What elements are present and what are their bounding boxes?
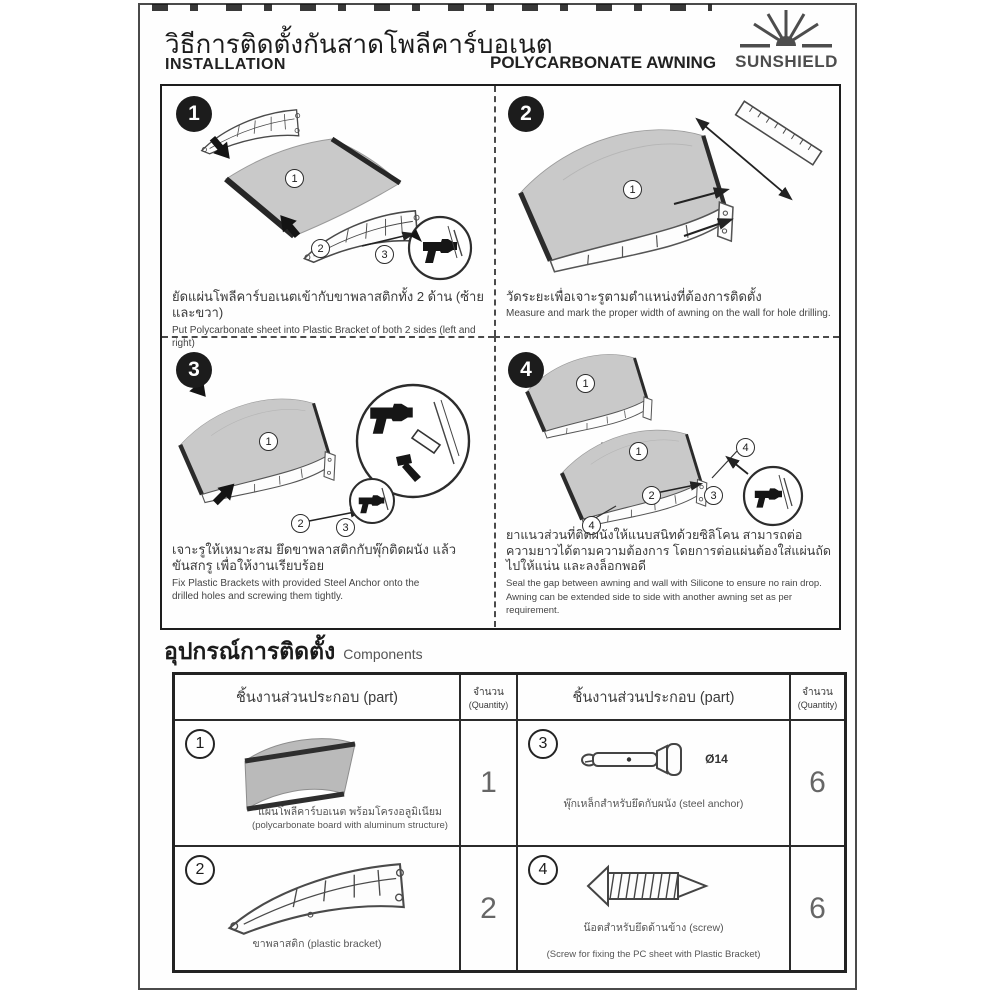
component-3-caption-thai: พุ๊กเหล็กสำหรับยึดกับผนัง (steel anchor) — [563, 798, 744, 810]
component-2-quantity: 2 — [459, 845, 516, 970]
component-3-cell — [516, 719, 789, 845]
scan-artifact-top — [152, 4, 712, 11]
step-2-caption — [506, 289, 831, 321]
diagram-label-2: 2 — [311, 239, 330, 258]
component-2-cell — [175, 845, 459, 970]
step-4-number: 4 — [508, 352, 544, 388]
header-part-left: ชิ้นงานส่วนประกอบ (part) — [236, 689, 398, 706]
header-qty-left: จำนวน (Quantity) — [459, 675, 516, 719]
diagram-label-1: 1 — [576, 374, 595, 393]
diagram-label-3: 3 — [704, 486, 723, 505]
drill-detail-circle-small — [350, 479, 394, 523]
step-4-caption-thai: ยาแนวส่วนที่ติดผนังให้แนบสนิทด้วยซิลิโคน สามารถต่อความยาวได้ตามความต้องการ โดยการต่อแผ่นต้องใส่แผ่นถัดไปให้แน่น และลงล็อกพอดี — [506, 528, 832, 574]
product-name: POLYCARBONATE AWNING — [490, 53, 717, 72]
assembled-awning — [180, 399, 335, 503]
component-4-caption-thai: น๊อตสำหรับยึดด้านข้าง (screw) — [583, 922, 724, 934]
step-1-caption-thai: ยัดแผ่นโพลีคาร์บอเนตเข้ากับขาพลาสติกทั้ง 2 ด้าน (ซ้ายและขวา) — [172, 289, 484, 321]
sunshield-logo — [724, 8, 849, 70]
components-table — [172, 672, 847, 973]
diagram-label-3: 3 — [375, 245, 394, 264]
diagram-label-4: 4 — [736, 438, 755, 457]
brand-name: SUNSHIELD — [735, 52, 838, 71]
component-1-number: 1 — [185, 729, 215, 759]
step-4-caption — [506, 528, 831, 617]
step-1-caption-en: Put Polycarbonate sheet into Plastic Bracket of both 2 sides (left and right) — [172, 324, 476, 349]
diagram-label-4b: 4 — [582, 516, 601, 535]
step-1-panel — [162, 86, 494, 349]
step-3-caption-en: Fix Plastic Brackets with provided Steel Anchor onto the drilled holes and screwing them tightly. — [172, 577, 420, 602]
components-title-en: Components — [343, 646, 423, 662]
step-3-caption — [172, 542, 486, 604]
second-awning — [527, 354, 652, 438]
component-2-number: 2 — [185, 855, 215, 885]
components-section-title — [164, 634, 423, 670]
diagram-label-1b: 1 — [629, 442, 648, 461]
diagram-label-1: 1 — [259, 432, 278, 451]
sun-rays-icon — [738, 8, 834, 52]
components-title-thai: อุปกรณ์การติดตั้ง — [164, 638, 336, 664]
diagram-label-1: 1 — [285, 169, 304, 188]
plastic-bracket-icon — [219, 861, 419, 936]
component-4-caption — [522, 919, 785, 936]
diagram-label-3: 3 — [336, 518, 355, 537]
step-2-caption-en: Measure and mark the proper width of awning on the wall for hole drilling. — [506, 308, 831, 320]
steel-anchor-icon — [579, 741, 697, 777]
step-1-number: 1 — [176, 96, 212, 132]
header-qty-right: จำนวน (Quantity) — [789, 675, 844, 719]
component-4-caption-en: (Screw for fixing the PC sheet with Plastic Bracket) — [546, 949, 761, 960]
diagram-label-2: 2 — [291, 514, 310, 533]
step-4-panel — [494, 336, 839, 627]
drill-detail-circle — [744, 467, 802, 525]
step-3-panel — [162, 336, 494, 627]
component-1-caption-thai: แผ่นโพลีคาร์บอเนต พร้อมโครงอลูมิเนียม — [258, 806, 442, 818]
drill-detail-circle — [409, 217, 471, 279]
component-1-cell — [175, 719, 459, 845]
step-2-panel — [494, 86, 839, 336]
component-4-caption-en-wrap — [522, 949, 785, 960]
screw-icon — [580, 859, 730, 913]
component-3-caption — [522, 795, 785, 812]
header-part-right: ชิ้นงานส่วนประกอบ (part) — [516, 675, 789, 719]
installation-steps-box — [160, 84, 841, 630]
assembled-awning — [521, 130, 734, 272]
page-title-installation: INSTALLATION — [165, 56, 286, 73]
diagram-label-2: 2 — [642, 486, 661, 505]
anchor-diameter-label: Ø14 — [705, 752, 728, 766]
step-4-caption-en-1: Seal the gap between awning and wall with Silicone to ensure no rain drop. — [506, 577, 822, 589]
step-3-number: 3 — [176, 352, 212, 388]
ruler — [736, 101, 822, 165]
component-3-number: 3 — [528, 729, 558, 759]
component-2-caption — [179, 935, 455, 952]
component-1-caption-en: (polycarbonate board with aluminum structure) — [252, 820, 448, 831]
step-3-caption-thai: เจาะรูให้เหมาะสม ยึดขาพลาสติกกับพุ๊กติดผนัง แล้วขันสกรู เพื่อให้งานเรียบร้อย — [172, 542, 457, 574]
step-4-caption-en-2: Awning can be extended side to side with another awning set as per requirement. — [506, 591, 793, 616]
diagram-label-1: 1 — [623, 180, 642, 199]
component-4-number: 4 — [528, 855, 558, 885]
component-3-quantity: 6 — [789, 719, 844, 845]
component-1-quantity: 1 — [459, 719, 516, 845]
step-1-caption — [172, 289, 486, 351]
component-4-cell — [516, 845, 789, 970]
component-2-caption-thai: ขาพลาสติก (plastic bracket) — [252, 938, 382, 950]
steel-anchor-row — [518, 741, 789, 777]
page-title-thai: วิธีการติดตั้งกันสาดโพลีคาร์บอเนต — [165, 29, 553, 59]
detail-arrow — [728, 458, 748, 474]
component-1-caption — [245, 803, 455, 831]
step-2-caption-thai: วัดระยะเพื่อเจาะรูตามตำแหน่งที่ต้องการติดตั้ง — [506, 289, 762, 304]
step-2-number: 2 — [508, 96, 544, 132]
component-4-quantity: 6 — [789, 845, 844, 970]
